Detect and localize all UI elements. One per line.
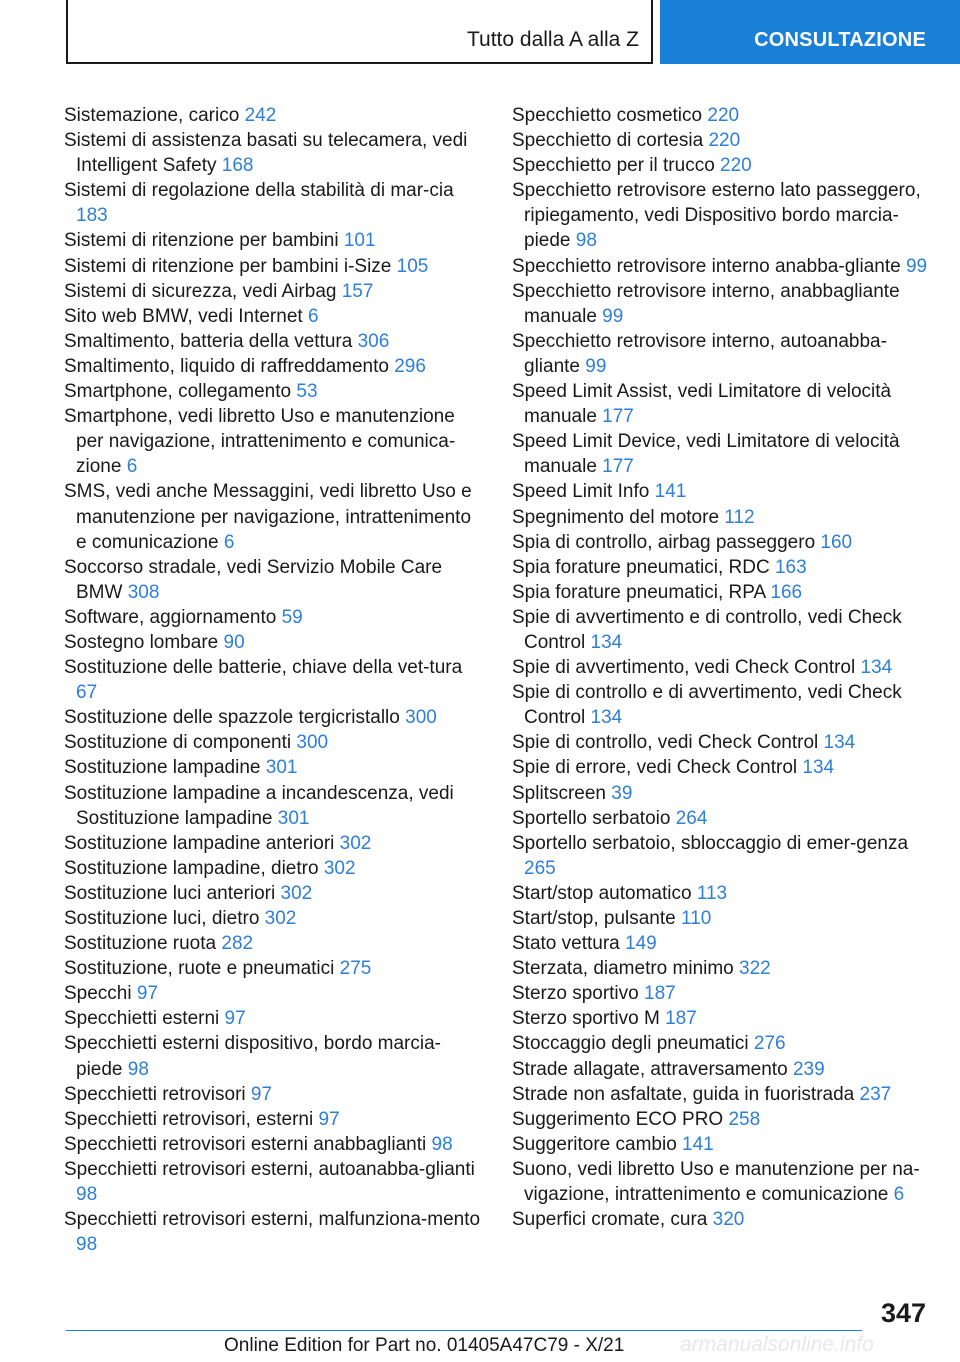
index-entry <box>512 128 932 153</box>
index-entry <box>64 981 484 1006</box>
page-link[interactable]: 67 <box>76 682 98 704</box>
index-entry <box>64 1006 484 1031</box>
index-entry <box>512 153 932 178</box>
index-entry <box>512 103 932 128</box>
index-entry-text: Splitscreen <box>512 782 612 804</box>
index-entry-text: Sistemi di ritenzione per bambini i-Size <box>64 255 397 277</box>
page-link[interactable]: 134 <box>802 757 835 779</box>
index-entry <box>512 530 932 555</box>
page-link[interactable]: 98 <box>76 1234 98 1256</box>
index-entry-text: Smartphone, vedi libretto Uso e manutenzione per navigazione, intrattenimento e comunica-zione <box>64 406 456 478</box>
page-link[interactable]: 302 <box>280 882 313 904</box>
index-entry <box>64 956 484 981</box>
index-entry <box>64 1107 484 1132</box>
index-entry <box>64 128 484 178</box>
section-tab <box>660 0 960 64</box>
page-link[interactable]: 110 <box>681 908 712 929</box>
page-link[interactable]: 105 <box>396 255 429 277</box>
footer-edition: Online Edition for Part no. 01405A47C79 - X/21 <box>224 1335 625 1356</box>
index-entry <box>64 605 484 630</box>
index-entry <box>512 956 932 981</box>
index-entry <box>64 379 484 404</box>
index-entry <box>64 304 484 329</box>
index-entry-text: Spia forature pneumatici, RPA <box>512 581 771 603</box>
index-entry <box>512 981 932 1006</box>
index-entry-text: Sterzo sportivo M <box>512 1008 666 1030</box>
page-link[interactable]: 265 <box>524 857 556 879</box>
index-entry-text: Specchietti retrovisori esterni, autoanabba-glianti <box>64 1158 475 1180</box>
index-entry-text: Spia forature pneumatici, RDC <box>512 556 775 578</box>
index-entry <box>512 655 932 680</box>
page-link[interactable]: 97 <box>318 1108 340 1130</box>
index-entry-text: Strade non asfaltate, guida in fuoristrada <box>512 1083 860 1105</box>
index-entry <box>64 103 484 128</box>
index-entry <box>512 479 932 504</box>
index-entry <box>512 580 932 605</box>
page-link[interactable]: 300 <box>296 732 329 754</box>
page-link[interactable]: 301 <box>265 757 298 779</box>
page-link[interactable]: 302 <box>339 832 372 854</box>
index-entry-text: Specchietto di cortesia <box>512 130 709 152</box>
page-link[interactable]: 163 <box>774 556 807 578</box>
index-entry-text: Spie di controllo e di avvertimento, vedi Check Control <box>512 682 902 729</box>
index-entry-text: Start/stop automatico <box>512 882 697 904</box>
page-link[interactable]: 187 <box>665 1008 697 1030</box>
index-entry-text: Specchi <box>64 983 137 1005</box>
page-link[interactable]: 112 <box>724 506 755 528</box>
page-link[interactable]: 220 <box>708 130 741 152</box>
index-column-right <box>512 103 932 1232</box>
index-entry-text: Specchietto per il trucco <box>512 155 721 177</box>
index-entry <box>512 279 932 329</box>
page-link[interactable]: 322 <box>739 958 771 980</box>
index-entry <box>512 254 932 279</box>
index-entry-text: Sostegno lombare <box>64 631 224 653</box>
index-entry-text: Specchietti retrovisori esterni, malfunziona-mento <box>64 1209 481 1231</box>
index-entry <box>512 605 932 655</box>
page-link[interactable]: 99 <box>905 255 928 277</box>
page-link[interactable]: 134 <box>590 631 623 653</box>
index-entry <box>512 1157 932 1207</box>
index-entry <box>64 1132 484 1157</box>
page-link[interactable]: 134 <box>860 657 893 679</box>
page-link[interactable]: 98 <box>76 1184 98 1206</box>
index-entry-text: Specchietto retrovisore interno, autoanabba-gliante <box>512 330 887 377</box>
index-entry <box>64 178 484 228</box>
page-link[interactable]: 6 <box>893 1184 905 1206</box>
page-link[interactable]: 98 <box>431 1133 453 1155</box>
index-entry-text: Specchietti retrovisori <box>64 1083 251 1105</box>
page-link[interactable]: 168 <box>221 155 254 177</box>
index-entry-text: Start/stop, pulsante <box>512 908 681 929</box>
page-link[interactable]: 6 <box>307 305 319 327</box>
index-entry-text: Sostituzione lampadine anteriori <box>64 832 340 854</box>
page-link[interactable]: 187 <box>644 983 676 1005</box>
index-entry <box>64 730 484 755</box>
index-entry <box>64 755 484 780</box>
index-entry <box>64 555 484 605</box>
page-link[interactable]: 239 <box>792 1058 825 1080</box>
index-entry <box>64 329 484 354</box>
index-entry-text: Smaltimento, liquido di raffreddamento <box>64 355 395 377</box>
page-link[interactable]: 99 <box>585 355 607 377</box>
footer-divider <box>66 1330 862 1331</box>
index-entry-text: Specchietti retrovisori, esterni <box>64 1108 319 1130</box>
index-entry <box>512 505 932 530</box>
index-entry <box>512 329 932 379</box>
page-link[interactable]: 177 <box>602 456 634 478</box>
index-entry <box>64 1157 484 1207</box>
index-entry-text: Specchietto retrovisore esterno lato passeggero, ripiegamento, vedi Dispositivo bordo marcia-piede <box>512 180 921 252</box>
index-entry-text: Sterzo sportivo <box>512 983 644 1005</box>
index-entry-text: Sistemi di regolazione della stabilità di mar-cia <box>64 180 454 202</box>
page-link[interactable]: 6 <box>223 531 235 553</box>
index-entry-text: Sistemazione, carico <box>64 105 245 126</box>
index-entry-text: Sistemi di sicurezza, vedi Airbag <box>64 280 342 302</box>
index-entry <box>512 178 932 253</box>
page-link[interactable]: 308 <box>127 581 160 603</box>
page-link[interactable]: 306 <box>357 330 390 352</box>
index-entry-text: SMS, vedi anche Messaggini, vedi libretto Uso e manutenzione per navigazione, intrattenimento e comunicazione <box>64 481 472 553</box>
index-entry-text: Stoccaggio degli pneumatici <box>512 1033 754 1055</box>
index-entry <box>512 1057 932 1082</box>
index-entry <box>64 1082 484 1107</box>
page-link[interactable]: 134 <box>823 732 856 754</box>
page-link[interactable]: 98 <box>575 230 597 252</box>
index-entry <box>512 379 932 429</box>
index-entry-text: Suggerimento ECO PRO <box>512 1108 729 1130</box>
page-link[interactable]: 183 <box>76 205 108 227</box>
header-title-box <box>66 0 653 64</box>
index-entry <box>512 1082 932 1107</box>
index-entry <box>64 856 484 881</box>
index-entry-text: Sistemi di ritenzione per bambini <box>64 230 344 252</box>
index-entry <box>512 555 932 580</box>
index-entry-text: Sostituzione lampadine, dietro <box>64 857 324 879</box>
index-entry <box>512 730 932 755</box>
page-link[interactable]: 220 <box>707 105 740 126</box>
page-link[interactable]: 264 <box>675 807 708 829</box>
index-entry-text: Speed Limit Info <box>512 481 655 503</box>
page-link[interactable]: 275 <box>339 958 372 980</box>
index-entry <box>512 755 932 780</box>
index-entry-text: Sostituzione luci anteriori <box>64 882 281 904</box>
index-entry-text: Specchietto retrovisore interno, anabbagliante manuale <box>512 280 900 327</box>
index-entry <box>64 931 484 956</box>
index-entry <box>64 228 484 253</box>
page-link[interactable]: 282 <box>221 933 254 955</box>
index-entry <box>512 680 932 730</box>
page-link[interactable]: 166 <box>770 581 803 603</box>
index-entry-text: Sostituzione delle spazzole tergicristallo <box>64 707 406 729</box>
index-entry <box>512 831 932 881</box>
index-entry-text: Speed Limit Assist, vedi Limitatore di velocità manuale <box>512 381 892 428</box>
index-entry <box>64 479 484 554</box>
page-link[interactable]: 276 <box>753 1033 786 1055</box>
index-entry <box>512 1107 932 1132</box>
index-entry <box>64 254 484 279</box>
index-entry <box>64 881 484 906</box>
section-label: CONSULTAZIONE <box>754 29 926 51</box>
page-link[interactable]: 101 <box>343 230 376 252</box>
index-entry-text: Speed Limit Device, vedi Limitatore di velocità manuale <box>512 431 900 478</box>
index-entry-text: Sistemi di assistenza basati su telecamera, vedi Intelligent Safety <box>64 130 468 177</box>
index-entry <box>512 1132 932 1157</box>
page-link[interactable]: 113 <box>696 882 728 904</box>
page-link[interactable]: 320 <box>712 1209 745 1231</box>
index-entry-text: Sostituzione delle batterie, chiave della vet-tura <box>64 657 463 679</box>
index-entry-text: Superfici cromate, cura <box>512 1209 713 1231</box>
page-link[interactable]: 149 <box>625 933 657 955</box>
page-link[interactable]: 237 <box>859 1083 892 1105</box>
index-entry-text: Software, aggiornamento <box>64 606 282 628</box>
page-number: 347 <box>880 1298 926 1328</box>
page-link[interactable]: 39 <box>611 782 633 804</box>
page-link[interactable]: 302 <box>264 908 297 929</box>
index-entry-text: Sterzata, diametro minimo <box>512 958 740 980</box>
index-entry <box>64 1031 484 1081</box>
index-entry-text: Spegnimento del motore <box>512 506 725 528</box>
index-entry <box>64 906 484 931</box>
index-entry <box>512 429 932 479</box>
page-link[interactable]: 242 <box>244 105 277 126</box>
index-entry-text: Sostituzione, ruote e pneumatici <box>64 958 340 980</box>
index-entry-text: Specchietto cosmetico <box>512 105 708 126</box>
index-entry <box>64 705 484 730</box>
index-entry <box>64 354 484 379</box>
index-entry <box>512 1207 932 1232</box>
index-entry-text: Sportello serbatoio <box>512 807 676 829</box>
page-link[interactable]: 300 <box>405 707 437 729</box>
index-entry <box>64 831 484 856</box>
page-link[interactable]: 97 <box>136 983 159 1005</box>
index-entry-text: Spie di avvertimento, vedi Check Control <box>512 657 861 679</box>
page-link[interactable]: 98 <box>127 1058 149 1080</box>
page-link[interactable]: 141 <box>682 1133 714 1155</box>
page-link[interactable]: 157 <box>341 280 374 302</box>
page-link[interactable]: 160 <box>820 531 853 553</box>
index-entry <box>64 404 484 479</box>
index-entry-text: Sostituzione luci, dietro <box>64 908 265 929</box>
index-entry-text: Sostituzione lampadine a incandescenza, vedi Sostituzione lampadine <box>64 782 454 829</box>
page-link[interactable]: 53 <box>296 381 318 403</box>
index-entry-text: Strade allagate, attraversamento <box>512 1058 793 1080</box>
index-entry-text: Stato vettura <box>512 933 626 955</box>
index-entry-text: Sportello serbatoio, sbloccaggio di emer-genza <box>512 832 909 854</box>
page-link[interactable]: 177 <box>602 406 634 428</box>
page-link[interactable]: 90 <box>223 631 245 653</box>
index-entry <box>64 279 484 304</box>
index-entry <box>512 781 932 806</box>
index-entry-text: Suono, vedi libretto Uso e manutenzione per na-vigazione, intrattenimento e comunicazione <box>512 1158 920 1206</box>
page-link[interactable]: 302 <box>323 857 356 879</box>
index-entry <box>512 806 932 831</box>
index-entry-text: Spie di controllo, vedi Check Control <box>512 732 824 754</box>
index-entry-text: Smaltimento, batteria della vettura <box>64 330 358 352</box>
index-entry-text: Specchietti esterni dispositivo, bordo marcia-piede <box>64 1033 442 1080</box>
page-link[interactable]: 59 <box>281 606 303 628</box>
index-entry <box>512 881 932 906</box>
index-entry-text: Suggeritore cambio <box>512 1133 683 1155</box>
page-link[interactable]: 6 <box>126 456 138 478</box>
index-entry <box>64 1207 484 1257</box>
watermark-logo: armanualsonline.info <box>680 1333 874 1356</box>
page-link[interactable]: 97 <box>250 1083 273 1105</box>
index-entry <box>512 1031 932 1056</box>
page-link[interactable]: 97 <box>224 1008 246 1030</box>
index-entry-text: Smartphone, collegamento <box>64 381 297 403</box>
index-entry <box>512 1006 932 1031</box>
index-entry <box>512 931 932 956</box>
index-entry-text: Specchietti esterni <box>64 1008 225 1030</box>
header-title: Tutto dalla A alla Z <box>467 28 639 51</box>
index-column-left <box>64 103 484 1257</box>
page-link[interactable]: 296 <box>394 355 426 377</box>
index-entry-text: Specchietto retrovisore interno anabba-gliante <box>512 255 906 277</box>
index-entry <box>512 906 932 931</box>
index-entry-text: Spie di errore, vedi Check Control <box>512 757 803 779</box>
index-entry-text: Sostituzione lampadine <box>64 757 266 779</box>
index-entry-text: Sostituzione ruota <box>64 933 222 955</box>
page-header <box>66 0 960 64</box>
page-link[interactable]: 220 <box>720 155 752 177</box>
page-link[interactable]: 258 <box>728 1108 761 1130</box>
index-entry-text: Spie di avvertimento e di controllo, vedi Check Control <box>512 606 902 653</box>
index-entry <box>64 781 484 831</box>
page-link[interactable]: 99 <box>602 305 624 327</box>
index-entry-text: Soccorso stradale, vedi Servizio Mobile Care BMW <box>64 556 443 603</box>
page-link[interactable]: 134 <box>590 707 623 729</box>
index-entry <box>64 655 484 705</box>
index-entry-text: Sostituzione di componenti <box>64 732 297 754</box>
index-entry-text: Specchietti retrovisori esterni anabbaglianti <box>64 1133 432 1155</box>
page-link[interactable]: 301 <box>277 807 310 829</box>
index-entry-text: Spia di controllo, airbag passeggero <box>512 531 821 553</box>
index-entry <box>64 630 484 655</box>
page-link[interactable]: 141 <box>654 481 687 503</box>
index-entry-text: Sito web BMW, vedi Internet <box>64 305 308 327</box>
